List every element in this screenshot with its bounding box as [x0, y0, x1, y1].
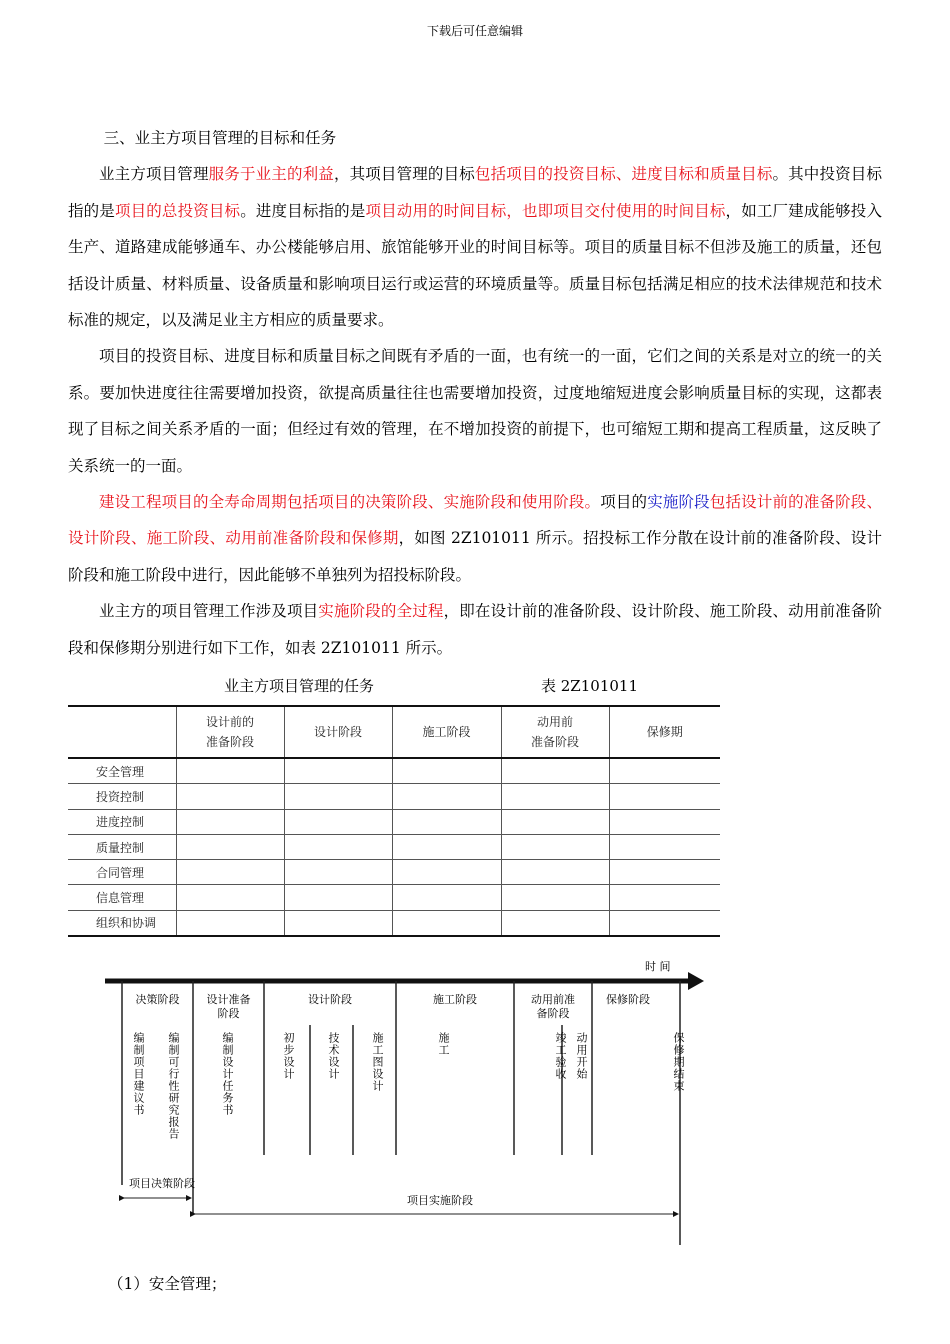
- highlight-run: 包括设计前的准备阶段、设计阶段、施工阶段、动用前准备阶段和保修期: [68, 493, 882, 548]
- text-run: 项目的: [600, 493, 648, 512]
- text-run: 。其中投资目标指的是: [68, 165, 882, 220]
- table-cell: [501, 784, 609, 809]
- stage-label-line: 备阶段: [536, 1007, 570, 1020]
- lifecycle-diagram: [100, 960, 710, 1250]
- time-arrow-head: [688, 972, 704, 990]
- text-run: ，如图 2Z101011 所示。招投标工作分散在设计前的准备阶段、设计阶段和施工阶段中进行，因此能够不单独列为招投标阶段。: [68, 529, 882, 584]
- col-header: 保修期: [609, 706, 720, 758]
- paragraph-3: [68, 484, 882, 593]
- table-cell: [501, 910, 609, 936]
- table-row: [68, 860, 720, 885]
- activity-label: 技术设计: [327, 1032, 340, 1080]
- stage-label-line: 阶段: [217, 1007, 240, 1020]
- table-cell: [501, 860, 609, 885]
- table-cell: [392, 885, 501, 910]
- highlight-run: 服务于业主的利益: [208, 165, 334, 184]
- stage-label: [514, 993, 592, 1021]
- text-run: 业主方项目管理: [99, 165, 209, 184]
- activity-label: 动用开始: [575, 1032, 588, 1080]
- col-header: 设计阶段: [284, 706, 392, 758]
- text-run: ，其项目管理的目标: [333, 165, 475, 184]
- table-caption: 业主方项目管理的任务: [224, 677, 375, 695]
- activity-label: 施工: [437, 1032, 450, 1056]
- table-cell: [609, 860, 720, 885]
- table-cell: [284, 910, 392, 936]
- highlight-run: 实施阶段的全过程: [318, 602, 444, 621]
- table-cell: [501, 809, 609, 834]
- paragraph-2: 项目的投资目标、进度目标和质量目标之间既有矛盾的一面，也有统一的一面，它们之间的关系是对立的统一的关系。要加快进度往往需要增加投资，欲提高质量往往也需要增加投资，过度地缩短进度会影响质量目标的实现，这都表现了目标之间关系矛盾的一面；但经过有效的管理，在不增加投资的前提下，也可缩短工期和提高工程质量，这反映了关系统一的一面。: [68, 347, 882, 475]
- activity-label: 施工图设计: [371, 1032, 384, 1092]
- table-cell: [176, 834, 284, 859]
- row-label: 信息管理: [68, 885, 176, 910]
- highlight-run: 项目的总投资目标: [114, 201, 241, 220]
- highlight-run: 包括项目的投资目标、进度目标和质量目标: [474, 165, 773, 184]
- table-cell: [284, 809, 392, 834]
- table-cell: [392, 758, 501, 784]
- table-cell: [176, 860, 284, 885]
- table-cell: [392, 809, 501, 834]
- table-number: 表 2Z101011: [541, 677, 638, 695]
- col-header-line: 准备阶段: [530, 735, 579, 749]
- decision-phase-label: 项目决策阶段: [129, 1177, 195, 1190]
- text-run: ，即在设计前的准备阶段、设计阶段、施工阶段、动用前准备阶段和保修期分别进行如下工作，如表 2Z101011 所示。: [68, 602, 882, 657]
- table-row: [68, 809, 720, 834]
- table-cell: [609, 885, 720, 910]
- col-header-line: 准备阶段: [205, 735, 254, 749]
- table-cell: [609, 834, 720, 859]
- table-cell: [609, 809, 720, 834]
- table-cell: [176, 910, 284, 936]
- blue-run: 实施阶段: [647, 493, 710, 512]
- page-header: 下载后可任意编辑: [426, 24, 523, 38]
- table-cell: [392, 834, 501, 859]
- corner-cell: [68, 706, 176, 758]
- table-cell: [284, 885, 392, 910]
- table-row: [68, 885, 720, 910]
- highlight-run: 建设工程项目的全寿命周期包括项目的决策阶段、实施阶段和使用阶段。: [99, 493, 601, 512]
- activity-label: 初步设计: [282, 1032, 295, 1080]
- activity-label: 编制可行性研究报告: [167, 1032, 180, 1140]
- col-header: [176, 706, 284, 758]
- stage-label-line: 设计准备: [206, 993, 251, 1006]
- table-header-row: [68, 706, 720, 758]
- table-cell: [609, 784, 720, 809]
- table-row: [68, 834, 720, 859]
- task-table: [68, 705, 720, 937]
- row-label: 质量控制: [68, 834, 176, 859]
- time-label: 时 间: [645, 960, 671, 973]
- col-header-line: 动用前: [536, 715, 573, 729]
- stage-label: 决策阶段: [135, 993, 180, 1006]
- table-row: [68, 910, 720, 936]
- table-cell: [284, 758, 392, 784]
- section-title: 三、业主方项目管理的目标和任务: [103, 129, 337, 147]
- activity-label: 保修期结束: [672, 1032, 685, 1092]
- table-cell: [284, 860, 392, 885]
- table-cell: [501, 758, 609, 784]
- table-row: [68, 784, 720, 809]
- col-header: 施工阶段: [392, 706, 501, 758]
- table-cell: [609, 910, 720, 936]
- table-cell: [392, 910, 501, 936]
- highlight-run: 项目动用的时间目标，也即项目交付使用的时间目标: [365, 201, 726, 220]
- table-cell: [176, 885, 284, 910]
- col-header-line: 设计前的: [205, 715, 254, 729]
- stage-label: 施工阶段: [433, 993, 477, 1006]
- table-cell: [501, 834, 609, 859]
- stage-label-line: 动用前准: [531, 993, 575, 1006]
- table-cell: [176, 784, 284, 809]
- stage-label: [193, 993, 264, 1021]
- table-row: [68, 758, 720, 784]
- table-cell: [176, 809, 284, 834]
- text-run: ，如工厂建成能够投入生产、道路建成能够通车、办公楼能够启用、旅馆能够开业的时间目标等。项目的质量目标不但涉及施工的质量，还包括设计质量、材料质量、设备质量和影响项目运行或运营的环境质量等。质量目标包括满足相应的技术法律规范和技术标准的规定，以及满足业主方相应的质量要求。: [68, 201, 882, 330]
- paragraph-4: [68, 593, 882, 666]
- table-cell: [284, 784, 392, 809]
- table-cell: [284, 834, 392, 859]
- row-label: 进度控制: [68, 809, 176, 834]
- stage-label: 保修阶段: [606, 993, 650, 1006]
- table-cell: [392, 784, 501, 809]
- list-item: （1）安全管理；: [108, 1275, 227, 1293]
- activity-label: 编制设计任务书: [221, 1032, 234, 1116]
- body-text: [68, 120, 882, 666]
- activity-label: 编制项目建议书: [132, 1032, 145, 1116]
- paragraph-1: [68, 156, 882, 338]
- activity-label: 竣工验收: [554, 1032, 567, 1080]
- text-run: 。进度目标指的是: [240, 201, 366, 220]
- implementation-phase-label: 项目实施阶段: [407, 1194, 473, 1207]
- table-cell: [501, 885, 609, 910]
- table-cell: [176, 758, 284, 784]
- text-run: 业主方的项目管理工作涉及项目: [99, 602, 319, 621]
- row-label: 合同管理: [68, 860, 176, 885]
- table-cell: [392, 860, 501, 885]
- row-label: 投资控制: [68, 784, 176, 809]
- row-label: 组织和协调: [68, 910, 176, 936]
- table-cell: [609, 758, 720, 784]
- stage-label: 设计阶段: [308, 993, 352, 1006]
- col-header: [501, 706, 609, 758]
- row-label: 安全管理: [68, 758, 176, 784]
